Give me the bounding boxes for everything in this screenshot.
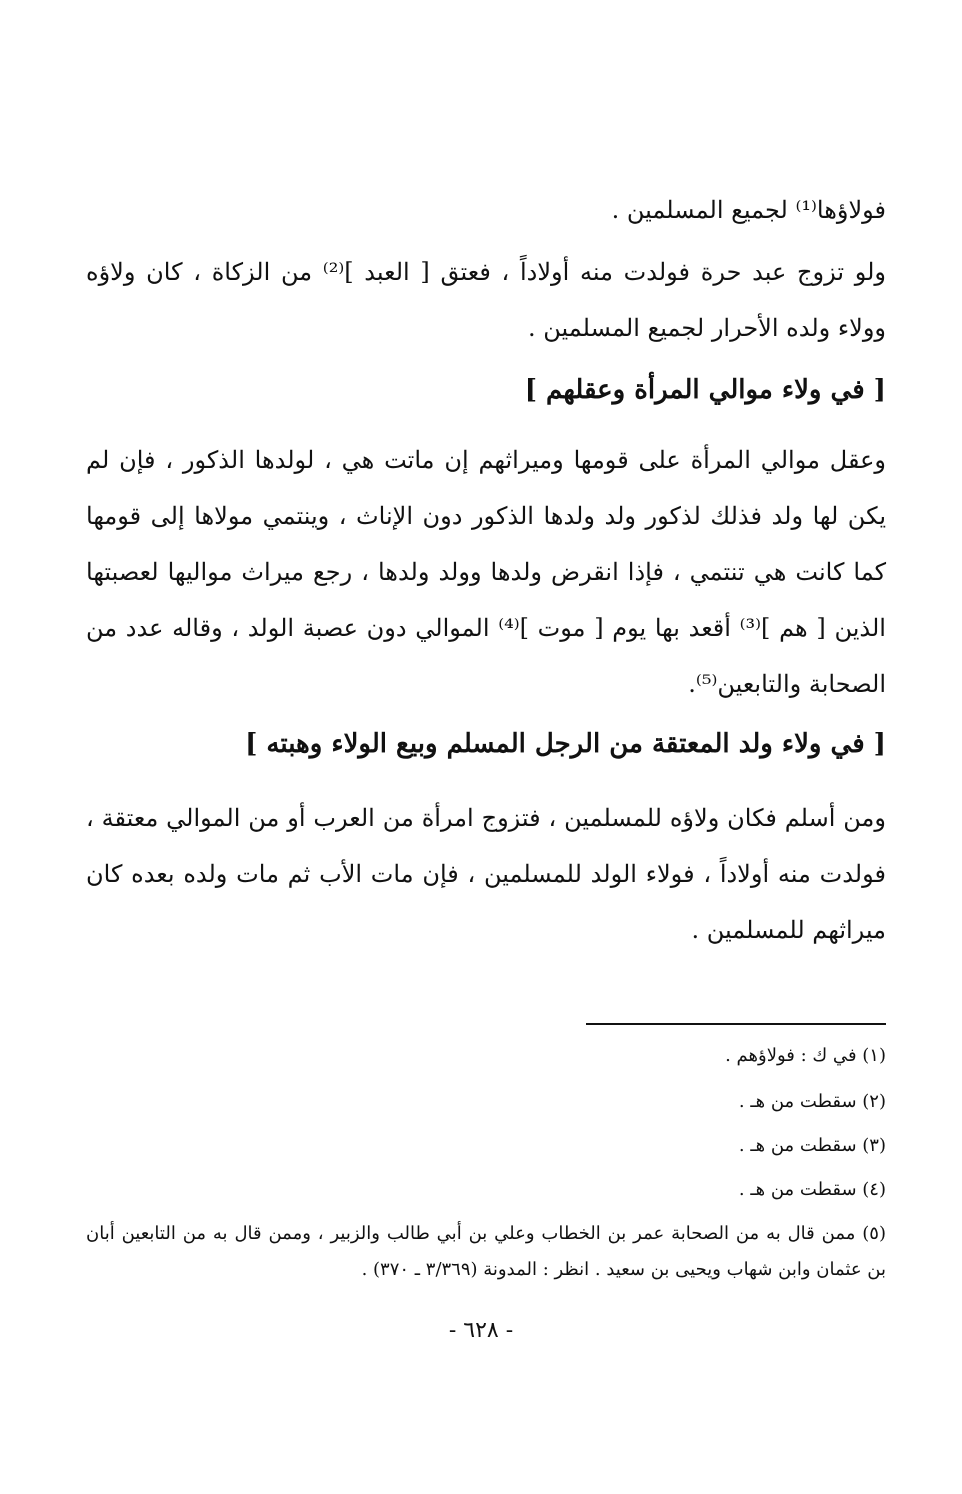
paragraph-continuation xyxy=(86,182,886,238)
footnote-4: (٤) سقطت من هـ . xyxy=(738,1179,886,1200)
footnote-3: (٣) سقطت من هـ . xyxy=(738,1135,886,1156)
paragraph-slave-marriage xyxy=(86,244,886,356)
footnote-5: (٥) ممن قال به من الصحابة عمر بن الخطاب وعلي بن أبي طالب والزبير ، وممن قال به من التابعين أبان بن عثمان وابن شهاب ويحيى بن سعيد . انظر : المدونة (٣/٣٦٩ ـ ٣٧٠) . xyxy=(86,1223,886,1280)
paragraph-muslim-convert xyxy=(86,790,886,958)
footnote-2: (٢) سقطت من هـ . xyxy=(738,1091,886,1112)
page-number: - ٦٢٨ - xyxy=(448,1318,514,1343)
paragraph-inheritance xyxy=(86,432,886,712)
paragraph-4: ومن أسلم فكان ولاؤه للمسلمين ، فتزوج امرأة من العرب أو من الموالي معتقة ، فولدت منه أولاداً ، فولاء الولد للمسلمين ، فإن مات الأب ثم مات ولده بعده كان ميراثهم للمسلمين . xyxy=(86,804,886,944)
paragraph-3: وعقل موالي المرأة على قومها وميراثهم إن ماتت هي ، لولدها الذكور ، فإن لم يكن لها ولد فذلك لذكور ولد ولدها الذكور دون الإناث ، وينتمي مولاها إلى قومها كما كانت هي تنتمي ، فإذا انقرض ولدها وولد ولدها ، رجع ميراث مواليها لعصبتها الذين [ هم ]⁽³⁾ أقعد بها يوم [ موت ]⁽⁴⁾ الموالي دون عصبة الولد ، وقاله عدد من الصحابة والتابعين⁽⁵⁾. xyxy=(86,446,886,698)
section-heading-2 xyxy=(86,722,886,766)
heading-walaa-mawali: [ في ولاء موالي المرأة وعقلهم ] xyxy=(524,375,886,405)
heading-walaa-mutaqa: [ في ولاء ولد المعتقة من الرجل المسلم وبيع الولاء وهبته ] xyxy=(245,729,886,759)
paragraph-2: ولو تزوج عبد حرة فولدت منه أولاداً ، فعتق [ العبد ]⁽²⁾ من الزكاة ، كان ولاؤه وولاء ولده الأحرار لجميع المسلمين . xyxy=(86,258,887,342)
footnote-divider xyxy=(586,1023,886,1025)
section-heading-1 xyxy=(86,368,886,412)
footnote-1: (١) في ك : فولاؤهم . xyxy=(725,1045,886,1066)
paragraph-1: فولاؤها⁽¹⁾ لجميع المسلمين . xyxy=(611,196,886,224)
